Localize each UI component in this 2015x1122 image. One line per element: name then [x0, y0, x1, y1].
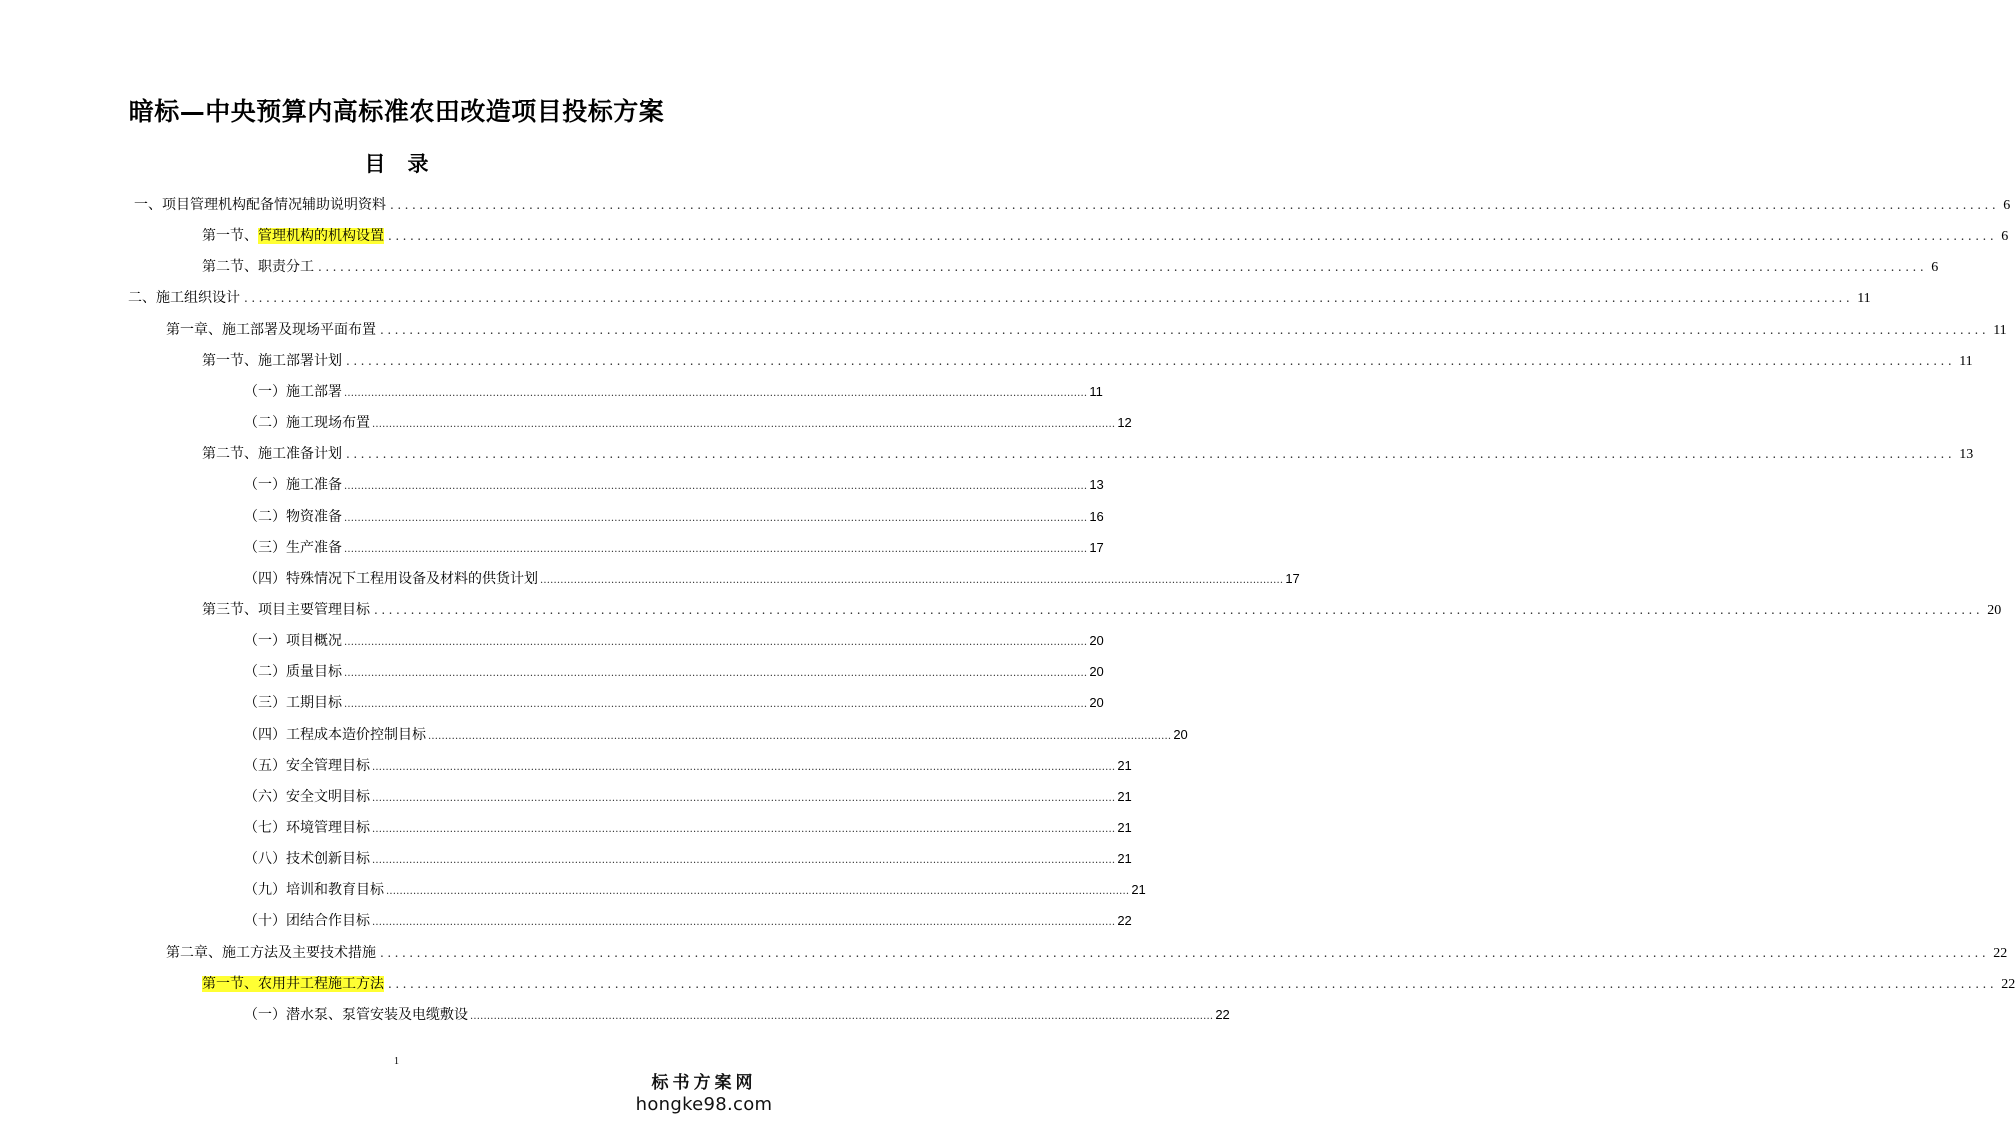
toc-leader-dots: ............................................................................................................................................................................................................................: [428, 731, 1172, 742]
toc-entry-page: 16: [1089, 509, 1104, 524]
toc-leader-dots: ............................................................................................................................................................................................................................: [318, 260, 1928, 274]
toc-entry-page: 6: [2001, 229, 2009, 244]
toc-entry[interactable]: [244, 505, 1104, 529]
toc-leader-dots: ............................................................................................................................................................................................................................: [470, 1011, 1214, 1022]
toc-entry-label: 第一节、管理机构的机构设置: [202, 228, 384, 244]
toc-entry-page: 20: [1987, 603, 2002, 618]
toc-leader-dots: ............................................................................................................................................................................................................................: [388, 229, 1998, 243]
toc-entry-label: （四）特殊情况下工程用设备及材料的供货计划: [244, 571, 538, 587]
toc-entry-page: 22: [2001, 977, 2015, 992]
toc-entry[interactable]: [244, 847, 1132, 871]
toc-leader-dots: ............................................................................................................................................................................................................................: [386, 886, 1130, 897]
toc-entry[interactable]: [128, 286, 1871, 310]
toc-entry[interactable]: [244, 473, 1104, 497]
toc-entry-label: 第一节、施工部署计划: [202, 353, 342, 369]
toc-entry-page: 21: [1117, 851, 1132, 866]
toc-entry-page: 11: [1857, 291, 1871, 306]
toc-leader-dots: ............................................................................................................................................................................................................................: [346, 447, 1956, 461]
toc-leader-dots: ............................................................................................................................................................................................................................: [372, 419, 1116, 430]
toc-leader-dots: ............................................................................................................................................................................................................................: [244, 291, 1854, 305]
toc-entry-page: 21: [1117, 820, 1132, 835]
toc-entry[interactable]: [244, 878, 1146, 902]
toc-entry-label: （二）施工现场布置: [244, 415, 370, 431]
toc-leader-dots: ............................................................................................................................................................................................................................: [344, 513, 1088, 524]
toc-entry[interactable]: [202, 349, 1973, 373]
toc-leader-dots: ............................................................................................................................................................................................................................: [540, 575, 1284, 586]
toc-entry-page: 21: [1117, 789, 1132, 804]
toc-entry-label: 二、施工组织设计: [128, 290, 240, 306]
toc-leader-dots: ............................................................................................................................................................................................................................: [374, 603, 1984, 617]
toc-leader-dots: ............................................................................................................................................................................................................................: [344, 544, 1088, 555]
toc-entry[interactable]: [244, 629, 1104, 653]
toc-entry-page: 22: [1993, 946, 2008, 961]
toc-entry-label: （十）团结合作目标: [244, 913, 370, 929]
toc-leader-dots: ............................................................................................................................................................................................................................: [344, 637, 1088, 648]
toc-entry-page: 20: [1173, 727, 1188, 742]
toc-leader-dots: ............................................................................................................................................................................................................................: [372, 824, 1116, 835]
toc-leader-dots: ............................................................................................................................................................................................................................: [372, 855, 1116, 866]
toc-entry-page: 20: [1089, 664, 1104, 679]
toc-entry-page: 11: [1089, 384, 1103, 399]
toc-entry-page: 22: [1117, 913, 1132, 928]
watermark-text: 标书方案网: [651, 1073, 757, 1093]
toc-entry-page: 20: [1089, 633, 1104, 648]
toc-entry-label: 一、项目管理机构配备情况辅助说明资料: [134, 197, 386, 213]
toc-entry-page: 6: [1931, 260, 1939, 275]
toc-entry-page: 22: [1215, 1007, 1230, 1022]
toc-entry-page: 13: [1089, 477, 1104, 492]
toc-entry[interactable]: [244, 567, 1300, 591]
toc-entry-page: 6: [2003, 198, 2011, 213]
toc-leader-dots: ............................................................................................................................................................................................................................: [388, 977, 1998, 991]
toc-entry[interactable]: [244, 691, 1104, 715]
toc-entry-page: 11: [1959, 354, 1973, 369]
toc-leader-dots: ............................................................................................................................................................................................................................: [344, 388, 1088, 399]
toc-entry-label: （三）工期目标: [244, 695, 342, 711]
toc-entry[interactable]: [244, 723, 1188, 747]
toc-entry[interactable]: [202, 255, 1939, 279]
toc-entry[interactable]: [202, 598, 2002, 622]
toc-entry-label: [202, 972, 384, 996]
watermark-url: hongke98.com: [635, 1094, 773, 1115]
toc-entry-page: 12: [1117, 415, 1132, 430]
toc-entry-label: （九）培训和教育目标: [244, 882, 384, 898]
toc-entry-page: 20: [1089, 695, 1104, 710]
toc-entry[interactable]: [244, 380, 1103, 404]
toc-heading: 目录: [364, 151, 451, 176]
toc-entry-page: 11: [1993, 323, 2007, 338]
toc-leader-dots: ............................................................................................................................................................................................................................: [372, 762, 1116, 773]
toc-entry-label: （六）安全文明目标: [244, 789, 370, 805]
toc-entry-label: （七）环境管理目标: [244, 820, 370, 836]
toc-entry-label: （二）物资准备: [244, 509, 342, 525]
toc-entry[interactable]: [166, 941, 2008, 965]
toc-entry-page: 17: [1089, 540, 1104, 555]
toc-leader-dots: ............................................................................................................................................................................................................................: [380, 323, 1990, 337]
toc-leader-dots: ............................................................................................................................................................................................................................: [372, 917, 1116, 928]
toc-leader-dots: ............................................................................................................................................................................................................................: [344, 481, 1088, 492]
toc-entry[interactable]: [244, 909, 1132, 933]
toc-entry[interactable]: [244, 536, 1104, 560]
toc-entry-label: （五）安全管理目标: [244, 758, 370, 774]
toc-entry-highlight: 管理机构的机构设置: [258, 228, 384, 244]
toc-entry[interactable]: [244, 660, 1104, 684]
toc-entry-label: （一）施工准备: [244, 477, 342, 493]
watermark-logo: [629, 1072, 779, 1116]
toc-entry[interactable]: [202, 442, 1974, 466]
toc-entry-label: （一）项目概况: [244, 633, 342, 649]
toc-entry[interactable]: [202, 224, 2009, 248]
toc-leader-dots: ............................................................................................................................................................................................................................: [390, 198, 2000, 212]
toc-entry[interactable]: [244, 1003, 1230, 1027]
toc-entry[interactable]: [244, 816, 1132, 840]
toc-entry-label: （三）生产准备: [244, 540, 342, 556]
toc-leader-dots: ............................................................................................................................................................................................................................: [344, 699, 1088, 710]
toc-entry-label: （一）潜水泵、泵管安装及电缆敷设: [244, 1007, 468, 1023]
toc-entry-page: 17: [1285, 571, 1300, 586]
toc-entry-page: 21: [1117, 758, 1132, 773]
toc-entry-label: （四）工程成本造价控制目标: [244, 727, 426, 743]
toc-entry-label: （八）技术创新目标: [244, 851, 370, 867]
toc-entry[interactable]: [244, 785, 1132, 809]
toc-entry-page: 21: [1131, 882, 1146, 897]
toc-leader-dots: ............................................................................................................................................................................................................................: [380, 946, 1990, 960]
toc-entry-page: 13: [1959, 447, 1974, 462]
toc-entry[interactable]: [244, 411, 1132, 435]
toc-entry-label: 第二节、职责分工: [202, 259, 314, 275]
toc-entry-label: 第一章、施工部署及现场平面布置: [166, 322, 376, 338]
toc-entry-label: （二）质量目标: [244, 664, 342, 680]
toc-entry[interactable]: [166, 318, 2007, 342]
toc-leader-dots: ............................................................................................................................................................................................................................: [344, 668, 1088, 679]
toc-entry-label: （一）施工部署: [244, 384, 342, 400]
page-number: 1: [394, 1056, 399, 1067]
toc-entry[interactable]: [134, 193, 2011, 217]
toc-entry-highlight: 第一节、农用井工程施工方法: [202, 976, 384, 992]
toc-entry-label: 第三节、项目主要管理目标: [202, 602, 370, 618]
toc-leader-dots: ............................................................................................................................................................................................................................: [346, 354, 1956, 368]
toc-entry-label: 第二章、施工方法及主要技术措施: [166, 945, 376, 961]
toc-entry-label: 第二节、施工准备计划: [202, 446, 342, 462]
document-title: 暗标—中央预算内高标准农田改造项目投标方案: [128, 97, 665, 126]
toc-entry[interactable]: [244, 754, 1132, 778]
toc-entry[interactable]: [202, 972, 2015, 996]
toc-leader-dots: ............................................................................................................................................................................................................................: [372, 793, 1116, 804]
